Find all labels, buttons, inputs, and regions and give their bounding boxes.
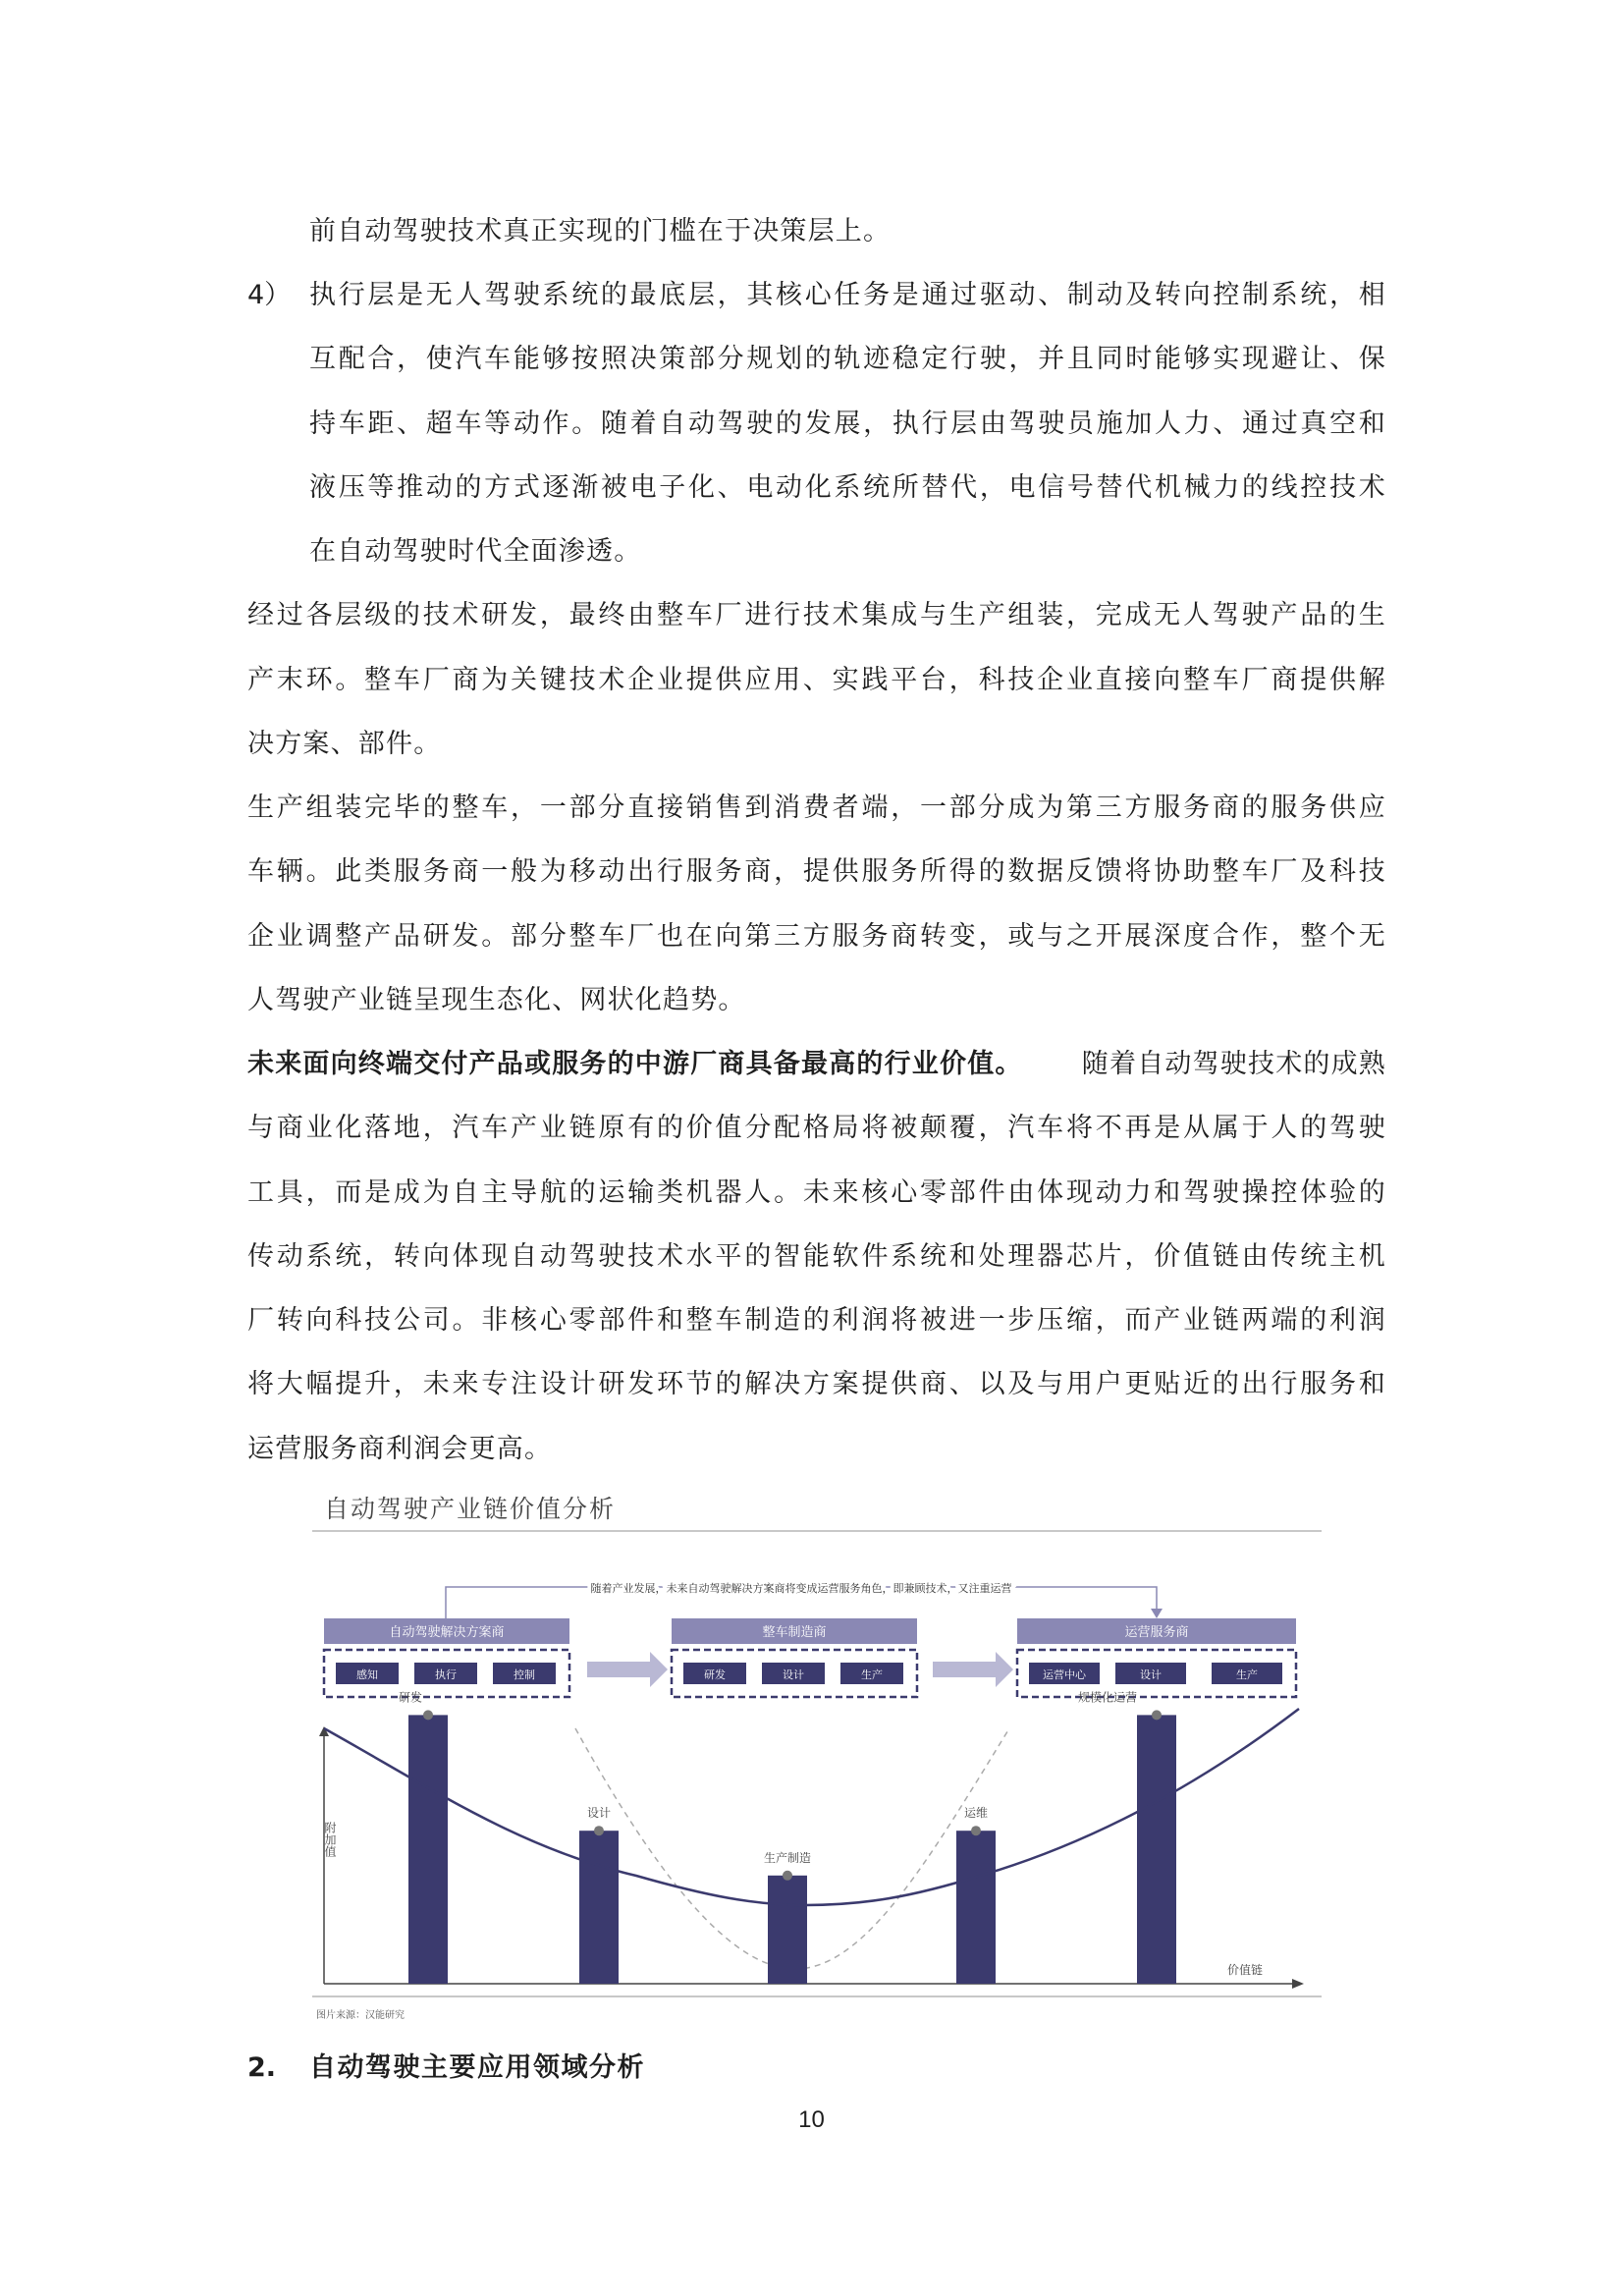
- bar-label: 生产制造: [763, 1850, 812, 1865]
- paragraph-line: [247, 1045, 1386, 1084]
- curve-point: [594, 1826, 604, 1835]
- group-item-label: 设计: [783, 1668, 804, 1681]
- bar-label: 设计: [586, 1806, 612, 1821]
- x-axis-arrowhead: [1292, 1979, 1304, 1989]
- value-chain-figure: [312, 1532, 1322, 1997]
- paragraph-line: 在自动驾驶时代全面渗透。: [309, 536, 642, 567]
- paragraph-line: 经过各层级的技术研发，最终由整车厂进行技术集成与生产组装，完成无人驾驶产品的生: [247, 600, 1386, 630]
- bar-label: 研发: [398, 1690, 423, 1705]
- figure-source: 图片来源：汉能研究: [316, 2010, 405, 2021]
- curve-point: [423, 1710, 433, 1720]
- paragraph-line: 传动系统，转向体现自动驾驶技术水平的智能软件系统和处理器芯片，价值链由传统主机: [247, 1241, 1386, 1272]
- paragraph-line: 液压等推动的方式逐渐被电子化、电动化系统所替代，电信号替代机械力的线控技术: [309, 472, 1386, 503]
- x-axis-label: 价值链: [1226, 1963, 1264, 1977]
- curve-point: [783, 1871, 792, 1881]
- paragraph-line: 执行层是无人驾驶系统的最底层，其核心任务是通过驱动、制动及转向控制系统，相: [309, 280, 1386, 310]
- curve-point: [1152, 1710, 1162, 1720]
- section-number: 2.: [247, 2052, 277, 2083]
- group-item-label: 生产: [1236, 1668, 1258, 1681]
- y-axis-label: 附加值: [323, 1822, 337, 1857]
- paragraph-line: 车辆。此类服务商一般为移动出行服务商，提供服务所得的数据反馈将协助整车厂及科技: [247, 856, 1386, 887]
- group-item-label: 感知: [356, 1668, 378, 1681]
- value-bar: [579, 1831, 619, 1984]
- banner-arrowhead: [1151, 1609, 1163, 1618]
- section-title: 自动驾驶主要应用领域分析: [309, 2052, 645, 2083]
- group-item-label: 执行: [435, 1668, 457, 1681]
- group-item-label: 控制: [514, 1668, 535, 1681]
- paragraph-line: 将大幅提升，未来专注设计研发环节的解决方案提供商、以及与用户更贴近的出行服务和: [247, 1369, 1386, 1399]
- flow-arrow: [587, 1652, 668, 1687]
- paragraph-line: 决方案、部件。: [247, 729, 442, 759]
- group-item-label: 研发: [704, 1668, 726, 1681]
- paragraph-line: 运营服务商利润会更高。: [247, 1434, 553, 1464]
- paragraph-line: 产末环。整车厂商为关键技术企业提供应用、实践平台，科技企业直接向整车厂商提供解: [247, 665, 1386, 695]
- group-title: 整车制造商: [762, 1625, 827, 1640]
- bars-layer: [408, 1715, 1176, 1984]
- paragraph-line: 工具，而是成为自主导航的运输类机器人。未来核心零部件由体现动力和驾驶操控体验的: [247, 1177, 1386, 1208]
- group-title: 运营服务商: [1124, 1625, 1189, 1640]
- bold-lead-sentence: 未来面向终端交付产品或服务的中游厂商具备最高的行业价值。: [247, 1049, 1023, 1079]
- paragraph-line: 与商业化落地，汽车产业链原有的价值分配格局将被颠覆，汽车将不再是从属于人的驾驶: [247, 1113, 1386, 1143]
- group-title: 自动驾驶解决方案商: [389, 1625, 505, 1640]
- group-item-label: 运营中心: [1043, 1668, 1086, 1681]
- list-marker: 4）: [247, 280, 292, 310]
- paragraph-line: 厂转向科技公司。非核心零部件和整车制造的利润将被进一步压缩，而产业链两端的利润: [247, 1305, 1386, 1336]
- value-bar: [956, 1831, 996, 1984]
- bar-label: 规模化运营: [1077, 1690, 1138, 1705]
- paragraph-line: 人驾驶产业链呈现生态化、网状化趋势。: [247, 985, 746, 1015]
- value-bar: [768, 1876, 807, 1984]
- bar-label: 运维: [963, 1806, 989, 1821]
- paragraph-line: 生产组装完毕的整车，一部分直接销售到消费者端，一部分成为第三方服务商的服务供应: [247, 793, 1386, 823]
- paragraph-line: 前自动驾驶技术真正实现的门槛在于决策层上。: [309, 216, 892, 246]
- group-item-label: 设计: [1140, 1668, 1162, 1681]
- sentence-continuation: 随着自动驾驶技术的成熟: [1081, 1049, 1386, 1079]
- value-bar: [1137, 1715, 1176, 1984]
- paragraph-line: 持车距、超车等动作。随着自动驾驶的发展，执行层由驾驶员施加人力、通过真空和: [309, 409, 1386, 439]
- paragraph-line: 互配合，使汽车能够按照决策部分规划的轨迹稳定行驶，并且同时能够实现避让、保: [309, 344, 1386, 374]
- curve-point: [971, 1826, 981, 1835]
- paragraph-line: 企业调整产品研发。部分整车厂也在向第三方服务商转变，或与之开展深度合作，整个无: [247, 921, 1386, 952]
- figure-bottom-rule: [312, 1995, 1322, 1997]
- figure-title: 自动驾驶产业链价值分析: [324, 1495, 617, 1523]
- page-number: 10: [798, 2106, 825, 2133]
- flow-arrow: [933, 1652, 1013, 1687]
- group-item-label: 生产: [861, 1668, 883, 1681]
- banner-text: 随着产业发展，未来自动驾驶解决方案商将变成运营服务角色，即兼顾技术，又注重运营: [590, 1582, 1012, 1595]
- value-bar: [408, 1715, 448, 1984]
